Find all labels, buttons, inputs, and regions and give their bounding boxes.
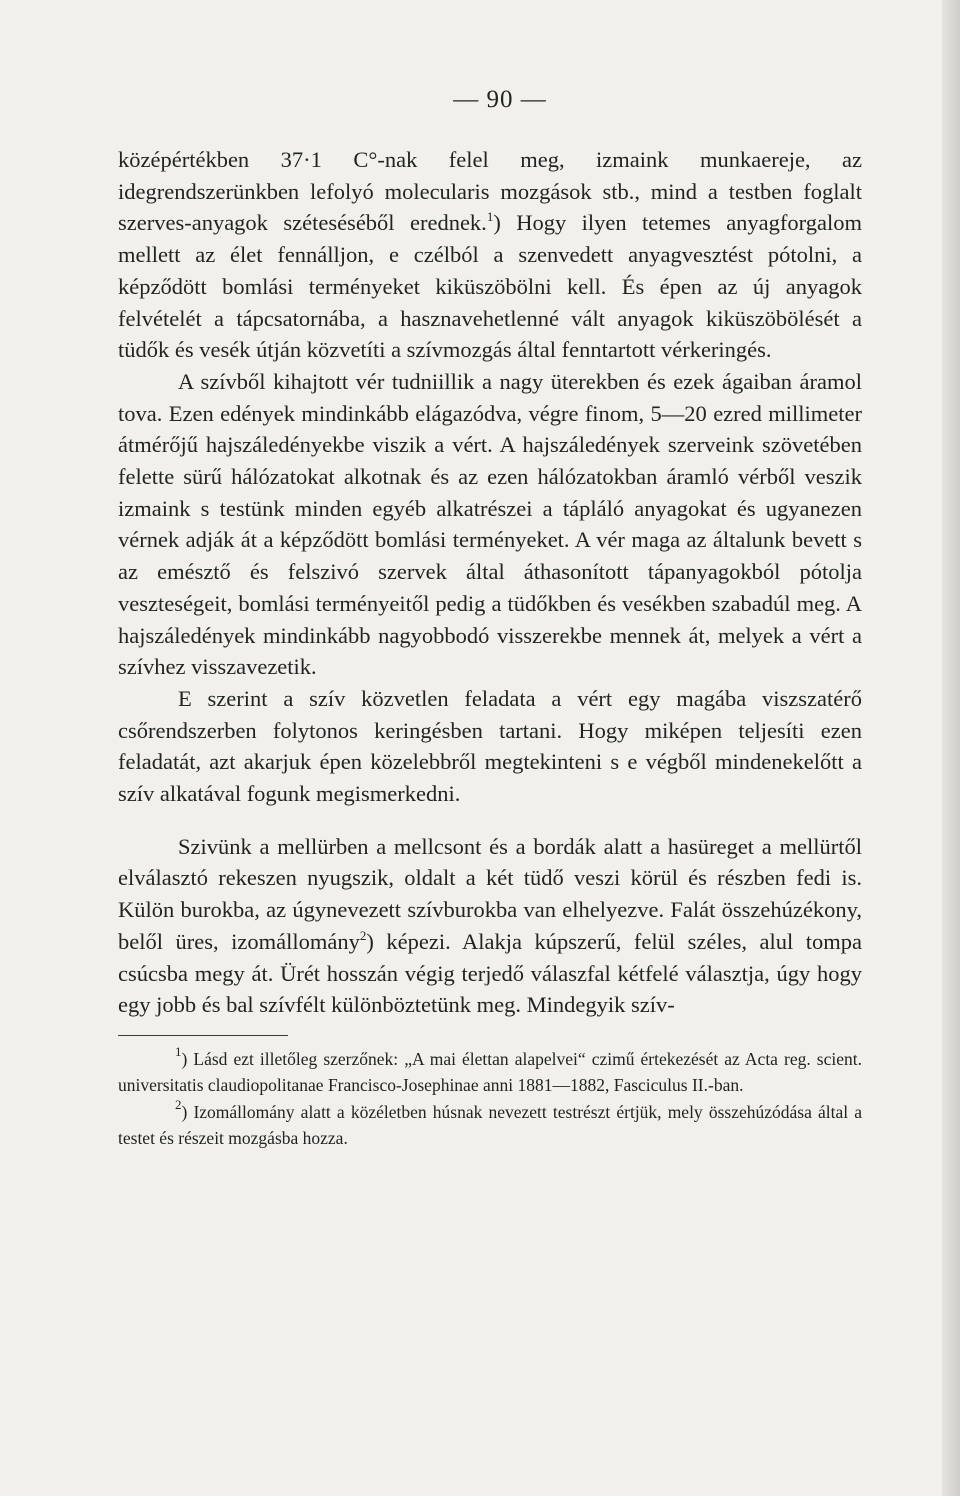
- footnotes: [118, 1043, 862, 1152]
- footnote-1: $^1$) Lásd ezt illetőleg szerzőnek: „A mai élettan alapelvei“ czimű értekezését az Acta reg. scient. universitatis claudiopolitanae Francisco-Josephinae anni 1881—1882, Fasciculus II.-ban.: [118, 1043, 862, 1096]
- paragraph-4: Szivünk a mellürben a mellcsont és a bordák alatt a hasüreget a mellürtől elválasztó rekeszen nyugszik, oldalt a két tüdő veszi körül és részben fedi is. Külön burokba, az úgynevezett szívburokba van elhelyezve. Falát összehúzékony, belől üres, izomállomány$^2$) képezi. Alakja kúpszerű, felül széles, alul tompa csúcsba megy át. Ürét hosszán végig terjedő válaszfal kétfelé választja, úgy hogy egy jobb és bal szívfélt különböztetünk meg. Mindegyik szív-: [118, 833, 862, 1018]
- footnote-ref-2: 2: [359, 927, 367, 943]
- page-number: — 90 —: [453, 86, 547, 113]
- page-edge-shadow: [942, 0, 960, 1496]
- paragraph-3: E szerint a szív közvetlen feladata a vért egy magába viszszatérő csőrendszerben folytonos keringésben tartani. Hogy miképen teljesíti ezen feladatát, azt akarjuk épen közelebbről megtekinteni s e végből mindenekelőtt a szív alkatával fogunk megismerkedni.: [118, 685, 862, 807]
- paragraph-1: középértékben 37·1 C°-nak felel meg, izmaink munkaereje, az idegrendszerünkben lefolyó molecularis mozgások stb., mind a testben foglalt szerves-anyagok széteséséből erednek.$^1$) Hogy ilyen tetemes anyagforgalom mellett az élet fennálljon, e czélból a szenvedett anyagvesztést pótolni, a képződött bomlási terményeket kiküszöbölni kell. És épen az új anyagok felvételét a tápcsatornába, a hasznavehetlenné vált anyagok kiküszöbölését a tüdők és vesék útján közvetíti a szívmozgás által fenntartott vérkeringés.: [118, 147, 862, 363]
- footnote-2: $^2$) Izomállomány alatt a közéletben húsnak nevezett testrészt értjük, mely összehúzódása által a testet és részeit mozgásba hozza.: [118, 1096, 862, 1149]
- footnote-divider: [118, 1035, 288, 1036]
- footnote-ref-1: 1: [486, 209, 494, 225]
- paragraph-2: A szívből kihajtott vér tudniillik a nagy üterekben és ezek ágaiban áramol tova. Ezen edények mindinkább elágazódva, végre finom, 5—20 ezred millimeter átmérőjű hajszáledényekbe viszik a vért. A hajszáledények szerveink szövetében felette sürű hálózatokat alkotnak és az ezen hálózatokban áramló vérből veszik izmaink s testünk minden egyéb alkatrészei a tápláló anyagokat és ugyanezen vérnek adják át a képződött bomlási terményeket. A vér maga az általunk bevett s az emésztő és felszivó szervek által áthasonított tápanyagokból pótolja veszteségeit, bomlási terményeitől pedig a tüdőkben és vesékben szabadúl meg. A hajszáledények mindinkább nagyobbodó visszerekbe mennek át, melyek a vért a szívhez visszavezetik.: [118, 368, 862, 680]
- body-text: [118, 144, 862, 1021]
- book-page: [118, 86, 862, 1152]
